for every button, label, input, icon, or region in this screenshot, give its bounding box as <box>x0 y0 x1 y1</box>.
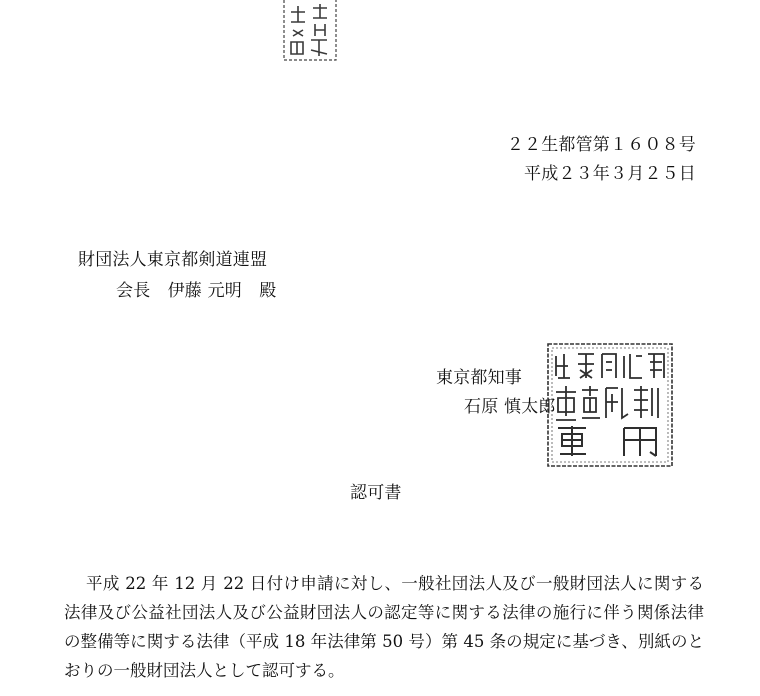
top-seal-stamp <box>281 0 339 64</box>
document-date: 平成２３年３月２５日 <box>524 164 696 184</box>
document-body: 平成 22 年 12 月 22 日付け申請に対し、一般社団法人及び一般財団法人に関する法律及び公益社団法人及び公益財団法人の認定等に関する法律の施行に伴う関係法律の整備等に関する法律（平成 18 年法律第 50 号）第 45 条の規定に基づき、別紙のとおりの一般財団法人として認可する。 <box>64 574 704 680</box>
issuer-name: 石原 慎太郎 <box>464 397 556 417</box>
official-seal-icon <box>546 342 674 468</box>
official-seal-stamp <box>546 342 674 468</box>
document-title: 認可書 <box>350 483 402 503</box>
reference-number: ２２生都管第１６０８号 <box>506 135 696 155</box>
issuer-title: 東京都知事 <box>436 368 522 388</box>
top-seal-icon <box>281 0 339 64</box>
recipient-organization: 財団法人東京都剣道連盟 <box>78 250 268 270</box>
recipient-person: 会長 伊藤 元明 殿 <box>116 281 277 301</box>
